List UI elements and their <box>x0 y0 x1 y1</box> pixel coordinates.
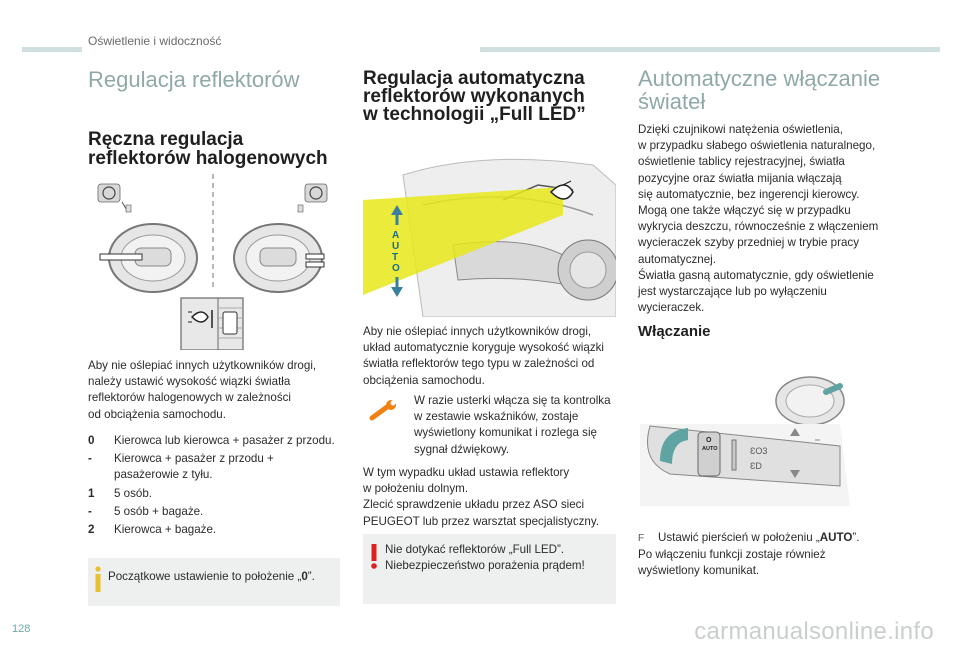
col2-body2: W tym wypadku układ ustawia reflektory w położeniu dolnym. Zlecić sprawdzenie układu przez ASO sieci PEUGEOT lub przez warsztat specjalistyczny. <box>363 466 600 528</box>
page-number: 128 <box>12 623 31 635</box>
col2-title: Regulacja automatyczna reflektorów wykonanych w technologii „Full LED” <box>363 68 586 125</box>
warning-note: Nie dotykać reflektorów „Full LED”. Niebezpieczeństwo porażenia prądem! <box>363 534 616 604</box>
load-legend: 0 Kierowca lub kierowca + pasażer z przodu. - Kierowca + pasażer z przodu + pasażerowie z tyłu. 1 5 osób. - 5 osób + bagaże. 2 Kierowca + bagaże. <box>88 433 335 538</box>
header-rule-right <box>480 47 940 52</box>
legend-item: 2 Kierowca + bagaże. <box>88 523 217 537</box>
light-stalk-illustration <box>640 366 880 506</box>
info-note: Początkowe ustawienie to położenie „0”. <box>88 558 340 606</box>
wrench-icon <box>369 400 399 424</box>
info-icon <box>94 566 102 592</box>
col1-title: Regulacja reflektorów <box>88 67 300 92</box>
section-header: Oświetlenie i widoczność <box>88 34 222 48</box>
legend-item: - Kierowca + pasażer z przodu + <box>88 452 274 466</box>
legend-item: 1 5 osób. <box>88 486 153 500</box>
col1-body: Aby nie oślepiać innych użytkowników drogi, należy ustawić wysokość wiązki światła reflektorów halogenowych w zależności od obciążenia samochodu. <box>88 359 317 421</box>
light-stalk-icon <box>640 424 850 506</box>
manual-adjust-illustration <box>88 172 338 350</box>
steering-wheel-small-icon <box>776 377 844 425</box>
dipped-beam-icon: ƐD <box>750 461 762 471</box>
bullet-icon: F <box>638 533 645 544</box>
col3-title: Automatyczne włączanie świateł <box>638 66 881 114</box>
auto-letter: O <box>392 263 400 274</box>
steering-wheel-small-icon <box>298 184 327 212</box>
parking-light-icon: ƐO3 <box>750 446 768 456</box>
position-zero-label: O <box>706 437 712 444</box>
col2-body: Aby nie oślepiać innych użytkowników drogi, układ automatycznie koryguje wysokość wiązki światła reflektorów tego typu w zależności od obciążenia samochodu. <box>363 325 604 387</box>
col3-body: Dzięki czujnikowi natężenia oświetlenia, w przypadku słabego oświetlenia naturalnego, oświetlenie tablicy rejestracyjnej, światła pozycyjne oraz światła mijania włączają się automatycznie, bez ingerencji kierowcy. Mogą one także włączyć się w przypadku wykrycia deszczu, równocześnie z włączeniem wycieraczek szyby przedniej w trybie pracy automatycznej. Światła gasną automatycznie, gdy oświetlenie jest wystarczające lub po wyłączeniu wycieraczek. <box>638 123 879 315</box>
legend-item: - 5 osób + bagaże. <box>88 504 204 518</box>
col1-subtitle: Ręczna regulacja reflektorów halogenowych <box>88 129 328 169</box>
legend-item: 0 Kierowca lub kierowca + pasażer z przodu. <box>88 434 335 447</box>
auto-letter: U <box>392 241 400 252</box>
steering-wheel-small-icon <box>98 184 131 212</box>
steering-wheel-left-icon <box>100 224 197 292</box>
header-rule-left <box>22 47 82 52</box>
auto-letter: A <box>392 230 400 241</box>
steering-wheel-right-icon <box>234 224 324 292</box>
watermark: carmanualsonline.info <box>694 618 934 645</box>
full-led-illustration <box>363 145 616 317</box>
col3-subtitle: Włączanie <box>638 323 711 340</box>
service-note: W razie usterki włącza się ta kontrolka w zestawie wskaźników, zostaje wyświetlony komunikat i rozlega się sygnał dźwiękowy. <box>414 394 611 456</box>
col3-instruction: F Ustawić pierścień w położeniu „AUTO”. Po włączeniu funkcji zostaje również wyświetlony komunikat. <box>638 531 860 578</box>
auto-letter: T <box>392 252 399 263</box>
warning-icon <box>370 544 378 570</box>
position-auto-label: AUTO <box>702 446 718 452</box>
headlamp-adjust-thumbwheel-icon <box>181 298 243 350</box>
